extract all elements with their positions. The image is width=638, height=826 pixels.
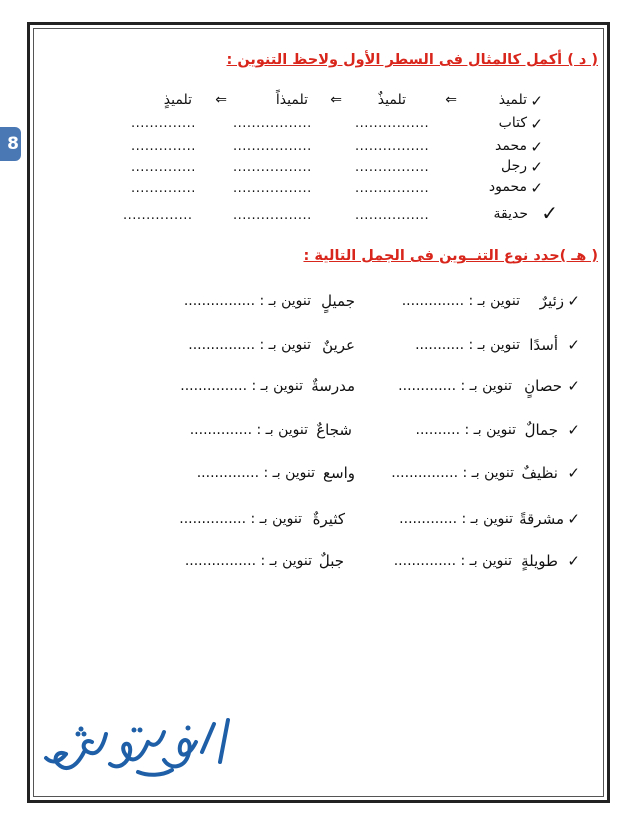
word-label: محمود <box>488 179 527 195</box>
item-suffix: تنوين بـ : ............... <box>391 465 514 481</box>
example-word-2: تلميذٌ <box>377 92 406 108</box>
arrow-icon: ⇐ <box>215 92 227 108</box>
item-suffix: تنوين بـ : .......... <box>415 422 516 438</box>
check-icon: ✓ <box>530 138 543 156</box>
item-word: جمالٌ <box>524 421 558 439</box>
item-suffix: تنوين بـ : ............... <box>180 378 303 394</box>
word-label: كتاب <box>498 115 527 131</box>
check-icon: ✓ <box>530 115 543 133</box>
section-h-heading: ( هـ )حدد نوع التنــوين فى الجمل التالية : <box>303 248 598 264</box>
blank-line: ................ <box>355 160 430 175</box>
page-number-tab: 8 <box>0 127 21 161</box>
item-word: جبلٌ <box>318 552 344 570</box>
example-word-1: تلميذ <box>498 92 527 108</box>
item-suffix: تنوين بـ : ................ <box>184 553 312 569</box>
item-suffix: تنوين بـ : ............... <box>179 511 302 527</box>
item-word: شجاعٌ <box>316 421 352 439</box>
blank-line: ................. <box>233 208 312 223</box>
item-suffix: تنوين بـ : ................ <box>183 293 311 309</box>
check-icon: ✓ <box>567 377 580 395</box>
blank-line: ............... <box>123 208 193 223</box>
item-suffix: تنوين بـ : ............... <box>188 337 311 353</box>
blank-line: .............. <box>131 181 196 196</box>
blank-line: ................ <box>355 139 430 154</box>
item-suffix: تنوين بـ : .............. <box>196 465 315 481</box>
check-icon: ✓ <box>567 464 580 482</box>
item-word: واسع <box>323 464 355 482</box>
item-word: مدرسةٌ <box>311 377 355 395</box>
check-icon: ✓ <box>567 421 580 439</box>
item-word: طويلةٍ <box>521 552 558 570</box>
check-icon: ✓ <box>567 552 580 570</box>
item-word: عرينٌ <box>322 336 355 354</box>
blank-line: ................. <box>233 139 312 154</box>
item-suffix: تنوين بـ : ........... <box>415 337 520 353</box>
word-label: محمد <box>495 138 527 154</box>
arrow-icon: ⇐ <box>330 92 342 108</box>
item-word: نظيفٌ <box>521 464 558 482</box>
check-icon: ✓ <box>530 179 543 197</box>
word-label: رجل <box>500 158 527 174</box>
blank-line: ................ <box>355 181 430 196</box>
check-icon: ✓ <box>541 201 558 225</box>
check-icon: ✓ <box>567 292 580 310</box>
word-label: حديقة <box>493 206 528 222</box>
blank-line: ................. <box>233 116 312 131</box>
item-suffix: تنوين بـ : .............. <box>393 553 512 569</box>
check-icon: ✓ <box>530 158 543 176</box>
item-word: أسدًا <box>529 336 558 354</box>
blank-line: ................ <box>355 208 430 223</box>
item-suffix: تنوين بـ : ............. <box>399 511 513 527</box>
check-icon: ✓ <box>567 336 580 354</box>
signature-handwriting <box>38 712 238 784</box>
item-suffix: تنوين بـ : .............. <box>401 293 520 309</box>
check-icon: ✓ <box>567 510 580 528</box>
section-d-heading: ( د ) أكمل كالمثال فى السطر الأول ولاحظ التنوين : <box>226 52 598 68</box>
item-word: مشرقةً <box>519 510 564 528</box>
item-word: حصانٍ <box>524 377 562 395</box>
blank-line: ................. <box>233 160 312 175</box>
blank-line: .............. <box>131 139 196 154</box>
item-word: جميلٍ <box>321 292 355 310</box>
blank-line: .............. <box>131 160 196 175</box>
item-word: كثيرةٌ <box>312 510 345 528</box>
blank-line: ................ <box>355 116 430 131</box>
item-word: زئيرٌ <box>539 292 564 310</box>
example-word-4: تلميذٍ <box>163 92 192 108</box>
blank-line: ................. <box>233 181 312 196</box>
example-word-3: تلميذاً <box>275 92 308 108</box>
blank-line: .............. <box>131 116 196 131</box>
check-icon: ✓ <box>530 92 543 110</box>
arrow-icon: ⇐ <box>445 92 457 108</box>
item-suffix: تنوين بـ : .............. <box>189 422 308 438</box>
item-suffix: تنوين بـ : ............. <box>398 378 512 394</box>
